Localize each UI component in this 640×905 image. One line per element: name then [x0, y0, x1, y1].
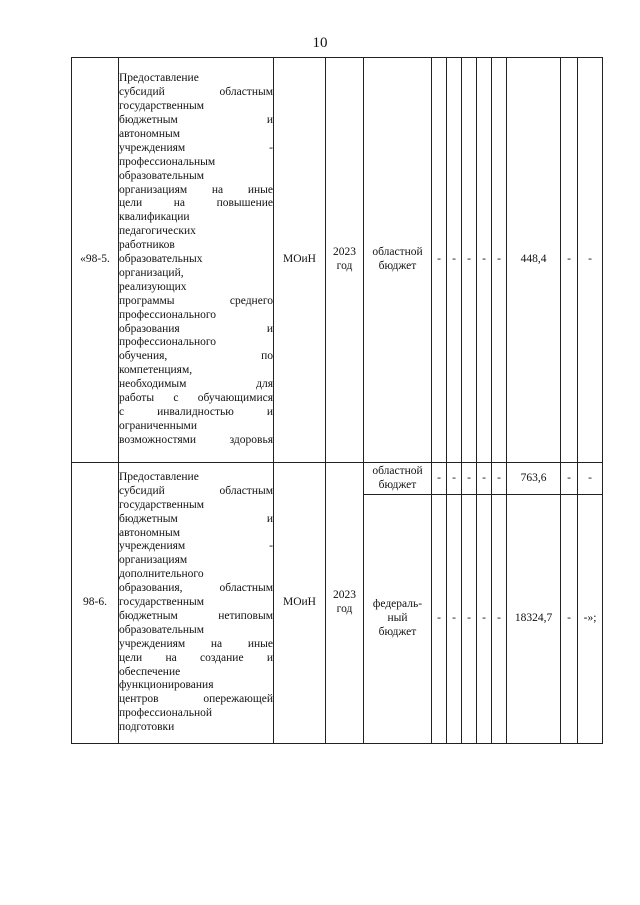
funding-source-line: ный: [387, 612, 408, 625]
funding-source-line: бюджет: [378, 478, 417, 491]
description-line: ограниченными: [119, 419, 197, 432]
description-line: возможностями здоровья: [119, 433, 273, 446]
description-line: субсидий областным: [119, 484, 273, 497]
description-line: компетенциям,: [119, 364, 193, 377]
year-cell: [326, 463, 364, 744]
row-number: 98-6.: [72, 463, 119, 744]
value-cell: -: [432, 58, 447, 463]
value-cell: -: [432, 495, 447, 744]
description-line: работников: [119, 239, 175, 252]
description-line: государственным: [119, 498, 205, 511]
description-line: образовательных: [119, 253, 203, 266]
description-line: образования, областным: [119, 582, 273, 595]
value-cell: -: [447, 463, 462, 495]
description-line: бюджетным нетиповым: [119, 609, 273, 622]
description-line: центров опережающей: [119, 693, 273, 706]
description-line: необходимым для: [119, 378, 273, 391]
description-line: образования и: [119, 322, 273, 335]
value-cell: -: [492, 463, 507, 495]
year-unit: год: [336, 603, 353, 615]
description-line: профессиональной: [119, 707, 213, 720]
description-line: профессионального: [119, 308, 217, 321]
value-cell: -: [462, 463, 477, 495]
executor-cell: МОиН: [274, 463, 326, 744]
year-value: 2023: [333, 246, 356, 259]
description-line: дополнительного: [119, 568, 204, 581]
description-line: образовательным: [119, 169, 205, 182]
value-cell: -: [578, 463, 603, 495]
value-cell: -: [462, 495, 477, 744]
value-cell: -: [477, 58, 492, 463]
description-line: квалификации: [119, 211, 190, 224]
value-cell: -: [561, 58, 578, 463]
value-cell: -: [492, 58, 507, 463]
description-line: функционирования: [119, 679, 214, 692]
description-line: организациям на иные: [119, 183, 273, 196]
description-line: организаций,: [119, 266, 184, 279]
description-line: организациям: [119, 554, 188, 567]
description-line: педагогических: [119, 225, 196, 238]
year-unit: год: [336, 260, 353, 272]
amount-cell: 18324,7: [507, 495, 561, 744]
funding-source: [364, 495, 432, 744]
executor-cell: МОиН: [274, 58, 326, 463]
page-number: 10: [312, 35, 328, 51]
funding-source: [364, 463, 432, 495]
description-line: работы с обучающимися: [119, 392, 273, 405]
funding-source: [364, 58, 432, 463]
value-cell: -: [432, 463, 447, 495]
description-line: бюджетным и: [119, 113, 273, 126]
measure-description: [119, 463, 274, 744]
description-line: бюджетным и: [119, 512, 273, 525]
funding-source-line: областной: [372, 464, 423, 477]
measures-table: [71, 57, 603, 744]
description-line: Предоставление: [119, 470, 199, 483]
value-cell: -: [447, 58, 462, 463]
description-line: образовательным: [119, 623, 205, 636]
description-line: программы среднего: [119, 294, 273, 307]
description-line: цели на повышение: [119, 197, 273, 210]
description-line: обеспечение: [119, 665, 181, 678]
description-line: государственным: [119, 100, 205, 113]
description-line: учреждениям -: [119, 141, 273, 154]
funding-source-line: бюджет: [378, 260, 417, 272]
value-cell: -: [578, 58, 603, 463]
funding-source-line: областной: [372, 246, 423, 259]
description-line: профессиональным: [119, 155, 216, 168]
description-line: обучения, по: [119, 350, 273, 363]
description-line: автономным: [119, 127, 180, 140]
value-cell: -: [561, 463, 578, 495]
measure-description: [119, 58, 274, 463]
description-line: учреждениям на иные: [119, 637, 273, 650]
year-value: 2023: [333, 589, 356, 602]
funding-source-line: федераль-: [372, 598, 423, 611]
description-line: цели на создание и: [119, 651, 273, 664]
value-cell: -: [447, 495, 462, 744]
amount-cell: 448,4: [507, 58, 561, 463]
description-line: Предоставление: [119, 72, 199, 85]
value-cell: -: [492, 495, 507, 744]
row-number: «98-5.: [72, 58, 119, 463]
value-cell: -»;: [578, 495, 603, 744]
description-line: подготовки: [119, 721, 175, 734]
year-cell: [326, 58, 364, 463]
table-row: [72, 463, 603, 495]
value-cell: -: [462, 58, 477, 463]
description-line: с инвалидностью и: [119, 406, 273, 419]
description-line: реализующих: [119, 280, 187, 293]
description-line: учреждениям -: [119, 540, 273, 553]
description-line: субсидий областным: [119, 86, 273, 99]
description-line: автономным: [119, 526, 180, 539]
value-cell: -: [477, 495, 492, 744]
value-cell: -: [477, 463, 492, 495]
amount-cell: 763,6: [507, 463, 561, 495]
funding-source-line: бюджет: [378, 625, 417, 638]
value-cell: -: [561, 495, 578, 744]
description-line: профессионального: [119, 336, 217, 349]
table-row: [72, 58, 603, 463]
description-line: государственным: [119, 596, 205, 609]
